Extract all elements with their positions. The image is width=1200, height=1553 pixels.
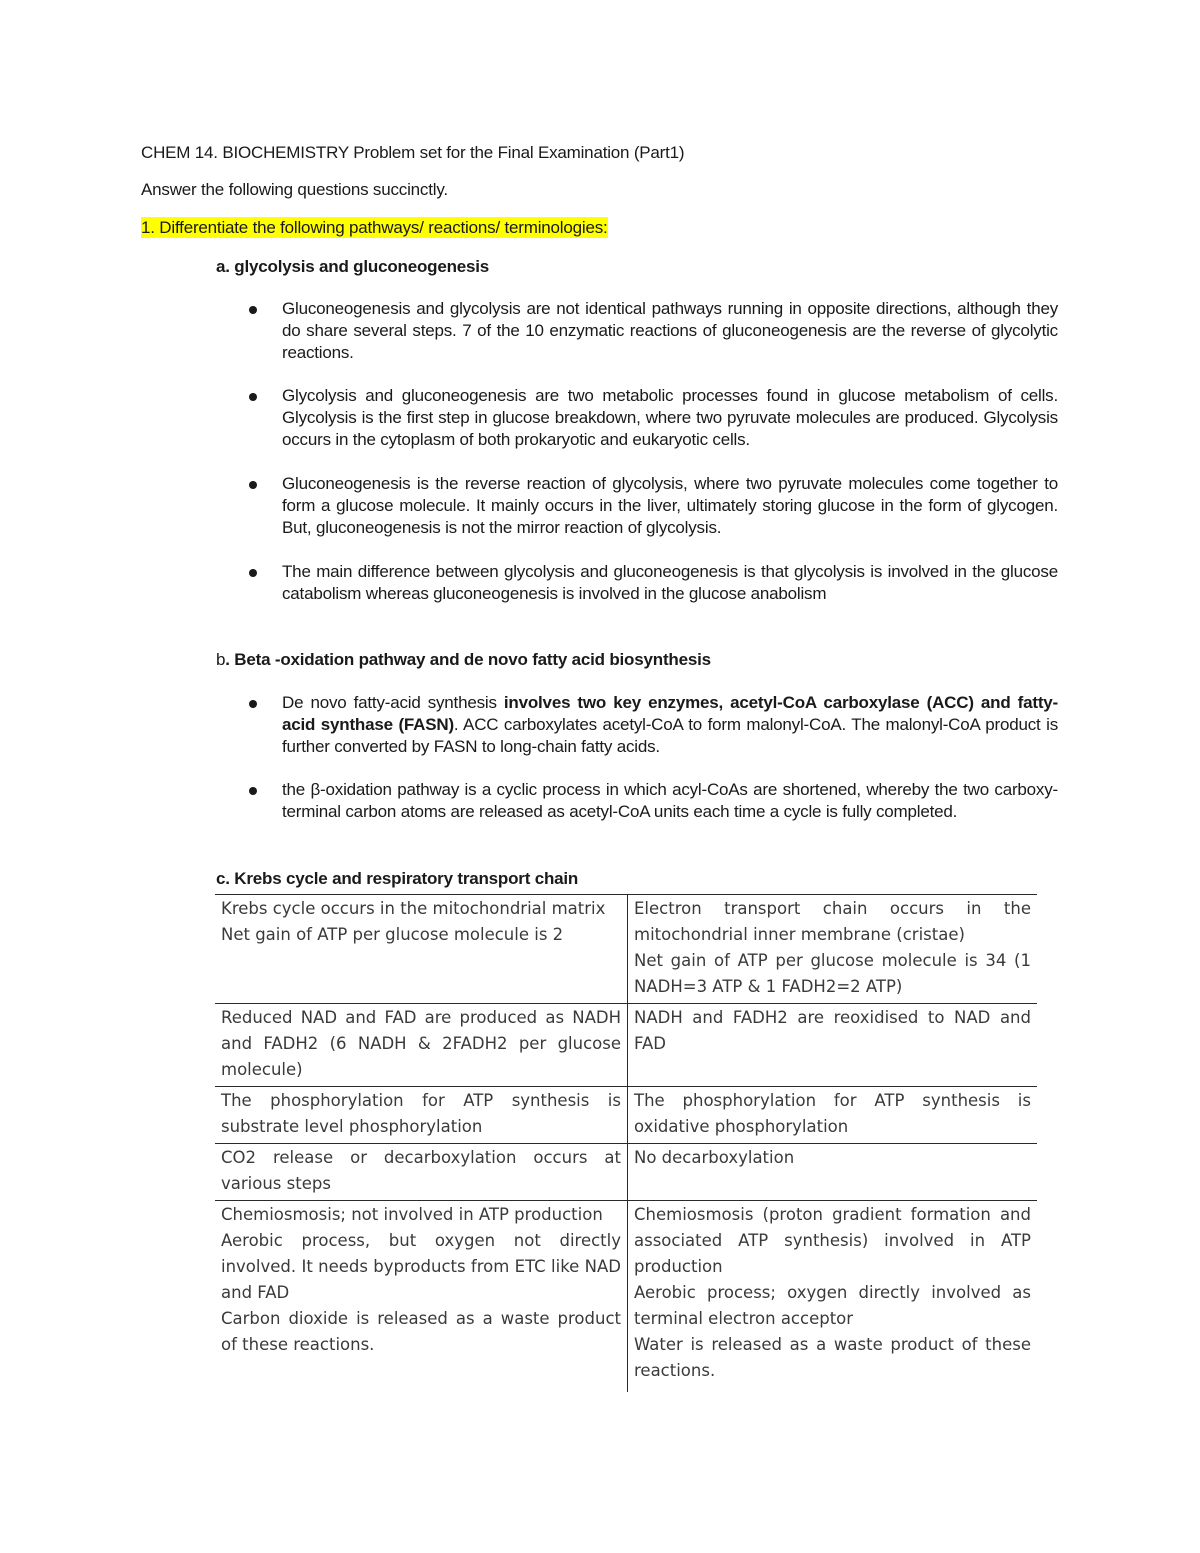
cell-text: Net gain of ATP per glucose molecule is 2: [221, 925, 564, 944]
bullet-text: De novo fatty-acid synthesis: [282, 693, 504, 712]
cell-text: Aerobic process; oxygen directly involved as terminal electron acceptor: [634, 1283, 1031, 1328]
cell-text: Chemiosmosis (proton gradient formation and associated ATP synthesis) involved in ATP production: [634, 1205, 1031, 1276]
section-b-letter: b: [216, 650, 226, 669]
etc-cell: [628, 1004, 1038, 1087]
cell-text: NADH and FADH2 are reoxidised to NAD and FAD: [634, 1008, 1031, 1053]
bullet-icon: [249, 569, 257, 577]
etc-cell: [628, 1201, 1038, 1393]
section-b-bullet-2: the β-oxidation pathway is a cyclic process in which acyl-CoAs are shortened, whereby the two carboxy-terminal carbon atoms are released as acetyl-CoA units each time a cycle is fully completed.: [282, 780, 1058, 821]
cell-text: Electron transport chain occurs in the mitochondrial inner membrane (cristae): [634, 899, 1031, 944]
krebs-cell: [215, 1144, 628, 1201]
cell-text: The phosphorylation for ATP synthesis is substrate level phosphorylation: [221, 1091, 621, 1136]
bullet-icon: [249, 700, 257, 708]
bullet-icon: [249, 787, 257, 795]
cell-text: Aerobic process, but oxygen not directly involved. It needs byproducts from ETC like NAD and FAD: [221, 1231, 621, 1302]
section-b-heading: [216, 650, 711, 670]
table-row: [215, 1144, 1037, 1201]
krebs-cell: [215, 1201, 628, 1393]
cell-text: Chemiosmosis; not involved in ATP production: [221, 1205, 603, 1224]
section-a-bullet-1: Gluconeogenesis and glycolysis are not identical pathways running in opposite directions, although they do share several steps. 7 of the 10 enzymatic reactions of gluconeogenesis are the reverse of glycolytic reactions.: [282, 299, 1058, 362]
section-b-title: . Beta -oxidation pathway and de novo fatty acid biosynthesis: [225, 650, 711, 669]
cell-text: Reduced NAD and FAD are produced as NADH and FADH2 (6 NADH & 2FADH2 per glucose molecule): [221, 1008, 621, 1079]
section-b-bullet-1: [282, 692, 1058, 758]
section-a-bullet-4: The main difference between glycolysis and gluconeogenesis is that glycolysis is involved in the glucose catabolism whereas gluconeogenesis is involved in the glucose anabolism: [282, 562, 1058, 603]
etc-cell: [628, 1144, 1038, 1201]
bullet-text: . ACC carboxylates acetyl-CoA to form malonyl-CoA. The malonyl-CoA product is further converted by FASN to long-chain fatty acids.: [282, 715, 1058, 756]
section-a-heading: a. glycolysis and gluconeogenesis: [216, 257, 490, 276]
krebs-cell: [215, 895, 628, 1004]
krebs-cell: [215, 1087, 628, 1144]
cell-text: No decarboxylation: [634, 1148, 795, 1167]
document-title: CHEM 14. BIOCHEMISTRY Problem set for the Final Examination (Part1): [141, 143, 685, 162]
bullet-icon: [249, 306, 257, 314]
etc-cell: [628, 895, 1038, 1004]
instruction-text: Answer the following questions succinctly.: [141, 180, 448, 199]
question-1: [141, 218, 608, 238]
cell-text: Net gain of ATP per glucose molecule is 34 (1 NADH=3 ATP & 1 FADH2=2 ATP): [634, 951, 1031, 996]
bullet-bold-text: involves two key enzymes, acetyl-CoA carboxylase (ACC) and fatty-acid synthase (FASN): [282, 693, 1058, 734]
cell-text: Water is released as a waste product of these reactions.: [634, 1335, 1031, 1380]
section-c-heading: c. Krebs cycle and respiratory transport chain: [216, 869, 579, 888]
etc-cell: [628, 1087, 1038, 1144]
krebs-cell: [215, 1004, 628, 1087]
table-row: [215, 1087, 1037, 1144]
cell-text: The phosphorylation for ATP synthesis is oxidative phosphorylation: [634, 1091, 1031, 1136]
cell-text: Krebs cycle occurs in the mitochondrial matrix: [221, 899, 606, 918]
bullet-icon: [249, 393, 257, 401]
bullet-icon: [249, 481, 257, 489]
table-row: [215, 1201, 1037, 1393]
table-row: [215, 1004, 1037, 1087]
question-1-highlighted-text: 1. Differentiate the following pathways/ reactions/ terminologies:: [141, 218, 608, 237]
cell-text: Carbon dioxide is released as a waste product of these reactions.: [221, 1309, 621, 1354]
section-a-bullet-2: Glycolysis and gluconeogenesis are two metabolic processes found in glucose metabolism of cells. Glycolysis is the first step in glucose breakdown, where two pyruvate molecules are produced. Glycolysis occurs in the cytoplasm of both prokaryotic and eukaryotic cells.: [282, 386, 1058, 449]
cell-text: CO2 release or decarboxylation occurs at various steps: [221, 1148, 621, 1193]
section-a-bullet-3: Gluconeogenesis is the reverse reaction of glycolysis, where two pyruvate molecules come together to form a glucose molecule. It mainly occurs in the liver, ultimately storing glucose in the form of glycogen. But, gluconeogenesis is not the mirror reaction of glycolysis.: [282, 474, 1058, 537]
comparison-table: [215, 894, 1037, 1392]
table-row: [215, 895, 1037, 1004]
